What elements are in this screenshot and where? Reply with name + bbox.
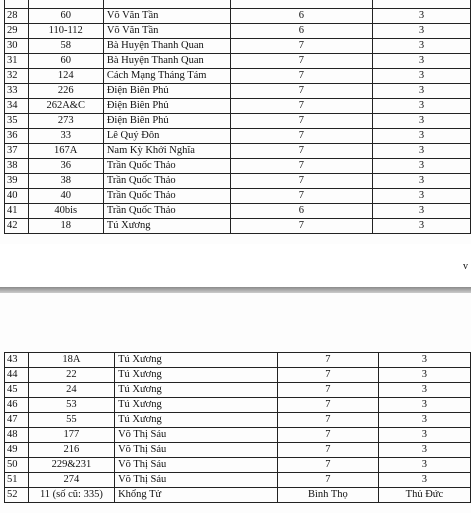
row-number-cell: 40 — [5, 189, 29, 204]
document-page-top — [0, 0, 471, 244]
value-b-cell: 3 — [373, 54, 471, 69]
row-number-cell — [5, 0, 29, 9]
street-name-cell: Tú Xương — [115, 353, 278, 368]
street-name-cell: Võ Thị Sáu — [115, 458, 278, 473]
value-a-cell: 6 — [230, 24, 372, 39]
house-number-cell — [28, 0, 103, 9]
value-b-cell: 3 — [373, 189, 471, 204]
row-number-cell: 34 — [5, 99, 29, 114]
house-number-cell: 53 — [28, 398, 114, 413]
table-row — [5, 84, 471, 99]
house-number-cell: 226 — [28, 84, 103, 99]
house-number-cell: 38 — [28, 174, 103, 189]
row-number-cell: 50 — [5, 458, 29, 473]
row-number-cell: 42 — [5, 219, 29, 234]
row-number-cell: 45 — [5, 383, 29, 398]
table-row — [5, 129, 471, 144]
value-a-cell: 7 — [230, 129, 372, 144]
value-a-cell: 7 — [277, 413, 378, 428]
street-name-cell: Võ Văn Tần — [103, 9, 230, 24]
value-b-cell: 3 — [373, 9, 471, 24]
street-name-cell: Bà Huyện Thanh Quan — [103, 39, 230, 54]
row-number-cell: 32 — [5, 69, 29, 84]
table-row — [5, 54, 471, 69]
street-name-cell: Khổng Tử — [115, 488, 278, 503]
page-gap — [0, 244, 471, 287]
street-name-cell: Điện Biên Phủ — [103, 114, 230, 129]
value-a-cell: 7 — [230, 54, 372, 69]
table-row — [5, 189, 471, 204]
house-number-cell: 18A — [28, 353, 114, 368]
table-row — [5, 69, 471, 84]
value-b-cell: 3 — [373, 114, 471, 129]
value-b-cell: 3 — [378, 428, 470, 443]
row-number-cell: 49 — [5, 443, 29, 458]
value-a-cell — [230, 0, 372, 9]
house-number-cell: 60 — [28, 9, 103, 24]
row-number-cell: 28 — [5, 9, 29, 24]
value-b-cell: 3 — [378, 368, 470, 383]
table-row — [5, 159, 471, 174]
row-number-cell: 30 — [5, 39, 29, 54]
table-row — [5, 204, 471, 219]
value-a-cell: 7 — [230, 84, 372, 99]
table-row — [5, 99, 471, 114]
value-a-cell: 7 — [230, 114, 372, 129]
house-number-cell: 36 — [28, 159, 103, 174]
table-body-top — [5, 0, 471, 234]
value-a-cell: 7 — [230, 159, 372, 174]
value-a-cell: 7 — [277, 353, 378, 368]
row-number-cell: 41 — [5, 204, 29, 219]
table-row — [5, 39, 471, 54]
value-b-cell: 3 — [373, 99, 471, 114]
street-name-cell: Trần Quốc Thảo — [103, 159, 230, 174]
street-name-cell: Nam Kỳ Khởi Nghĩa — [103, 144, 230, 159]
street-name-cell: Võ Văn Tần — [103, 24, 230, 39]
value-a-cell: 7 — [230, 39, 372, 54]
table-row — [5, 398, 471, 413]
value-b-cell: 3 — [373, 84, 471, 99]
table-row — [5, 383, 471, 398]
value-b-cell: 3 — [378, 413, 470, 428]
value-b-cell — [373, 0, 471, 9]
value-b-cell: Thủ Đức — [378, 488, 470, 503]
row-number-cell: 44 — [5, 368, 29, 383]
row-number-cell: 46 — [5, 398, 29, 413]
street-name-cell: Lê Quý Đôn — [103, 129, 230, 144]
value-b-cell: 3 — [373, 144, 471, 159]
street-name-cell: Điện Biên Phủ — [103, 99, 230, 114]
value-b-cell: 3 — [378, 398, 470, 413]
address-table-bottom — [4, 352, 471, 503]
value-a-cell: 7 — [277, 473, 378, 488]
table-row — [5, 443, 471, 458]
street-name-cell: Võ Thị Sáu — [115, 473, 278, 488]
value-a-cell: 7 — [277, 368, 378, 383]
street-name-cell: Bà Huyện Thanh Quan — [103, 54, 230, 69]
value-b-cell: 3 — [378, 443, 470, 458]
value-a-cell: 7 — [277, 383, 378, 398]
house-number-cell: 11 (số cũ: 335) — [28, 488, 114, 503]
value-b-cell: 3 — [373, 204, 471, 219]
street-name-cell: Tú Xương — [103, 219, 230, 234]
table-row — [5, 353, 471, 368]
house-number-cell: 262A&C — [28, 99, 103, 114]
value-a-cell: 7 — [230, 189, 372, 204]
value-a-cell: 7 — [230, 174, 372, 189]
value-a-cell: 7 — [277, 443, 378, 458]
row-number-cell: 48 — [5, 428, 29, 443]
row-number-cell: 35 — [5, 114, 29, 129]
row-number-cell: 37 — [5, 144, 29, 159]
value-b-cell: 3 — [378, 473, 470, 488]
document-page-bottom — [0, 293, 471, 513]
row-number-cell: 31 — [5, 54, 29, 69]
address-table-top — [4, 0, 471, 234]
street-name-cell: Tú Xương — [115, 383, 278, 398]
street-name-cell — [103, 0, 230, 9]
row-number-cell: 39 — [5, 174, 29, 189]
street-name-cell: Trần Quốc Thảo — [103, 204, 230, 219]
house-number-cell: 33 — [28, 129, 103, 144]
value-b-cell: 3 — [378, 353, 470, 368]
value-b-cell: 3 — [373, 159, 471, 174]
street-name-cell: Trần Quốc Thảo — [103, 174, 230, 189]
house-number-cell: 167A — [28, 144, 103, 159]
street-name-cell: Tú Xương — [115, 368, 278, 383]
street-name-cell: Võ Thị Sáu — [115, 443, 278, 458]
value-a-cell: 6 — [230, 204, 372, 219]
table-row — [5, 368, 471, 383]
table-row — [5, 24, 471, 39]
house-number-cell: 55 — [28, 413, 114, 428]
street-name-cell: Trần Quốc Thảo — [103, 189, 230, 204]
row-number-cell: 29 — [5, 24, 29, 39]
house-number-cell: 58 — [28, 39, 103, 54]
house-number-cell: 273 — [28, 114, 103, 129]
street-name-cell: Tú Xương — [115, 398, 278, 413]
value-a-cell: 7 — [230, 219, 372, 234]
street-name-cell: Cách Mạng Tháng Tám — [103, 69, 230, 84]
house-number-cell: 22 — [28, 368, 114, 383]
house-number-cell: 24 — [28, 383, 114, 398]
house-number-cell: 177 — [28, 428, 114, 443]
row-number-cell: 33 — [5, 84, 29, 99]
table-row — [5, 174, 471, 189]
house-number-cell: 110-112 — [28, 24, 103, 39]
table-row — [5, 458, 471, 473]
table-row — [5, 114, 471, 129]
street-name-cell: Võ Thị Sáu — [115, 428, 278, 443]
value-a-cell: 7 — [230, 99, 372, 114]
table-row — [5, 488, 471, 503]
table-row — [5, 413, 471, 428]
row-number-cell: 47 — [5, 413, 29, 428]
value-b-cell: 3 — [373, 219, 471, 234]
value-a-cell: 6 — [230, 9, 372, 24]
table-row — [5, 9, 471, 24]
table-row — [5, 219, 471, 234]
value-a-cell: 7 — [277, 398, 378, 413]
street-name-cell: Tú Xương — [115, 413, 278, 428]
value-b-cell: 3 — [378, 458, 470, 473]
table-row — [5, 473, 471, 488]
house-number-cell: 229&231 — [28, 458, 114, 473]
row-number-cell: 36 — [5, 129, 29, 144]
table-row — [5, 144, 471, 159]
value-b-cell: 3 — [373, 129, 471, 144]
house-number-cell: 18 — [28, 219, 103, 234]
table-row — [5, 0, 471, 9]
row-number-cell: 52 — [5, 488, 29, 503]
value-a-cell: 7 — [230, 69, 372, 84]
row-number-cell: 38 — [5, 159, 29, 174]
row-number-cell: 43 — [5, 353, 29, 368]
value-a-cell: 7 — [277, 428, 378, 443]
street-name-cell: Điện Biên Phủ — [103, 84, 230, 99]
table-body-bottom — [5, 353, 471, 503]
value-a-cell: Bình Thọ — [277, 488, 378, 503]
row-number-cell: 51 — [5, 473, 29, 488]
value-b-cell: 3 — [373, 174, 471, 189]
value-a-cell: 7 — [277, 458, 378, 473]
house-number-cell: 216 — [28, 443, 114, 458]
house-number-cell: 40bis — [28, 204, 103, 219]
value-b-cell: 3 — [373, 24, 471, 39]
house-number-cell: 124 — [28, 69, 103, 84]
value-b-cell: 3 — [378, 383, 470, 398]
value-b-cell: 3 — [373, 39, 471, 54]
value-a-cell: 7 — [230, 144, 372, 159]
value-b-cell: 3 — [373, 69, 471, 84]
stray-mark: v — [463, 261, 468, 272]
house-number-cell: 60 — [28, 54, 103, 69]
house-number-cell: 274 — [28, 473, 114, 488]
house-number-cell: 40 — [28, 189, 103, 204]
table-row — [5, 428, 471, 443]
